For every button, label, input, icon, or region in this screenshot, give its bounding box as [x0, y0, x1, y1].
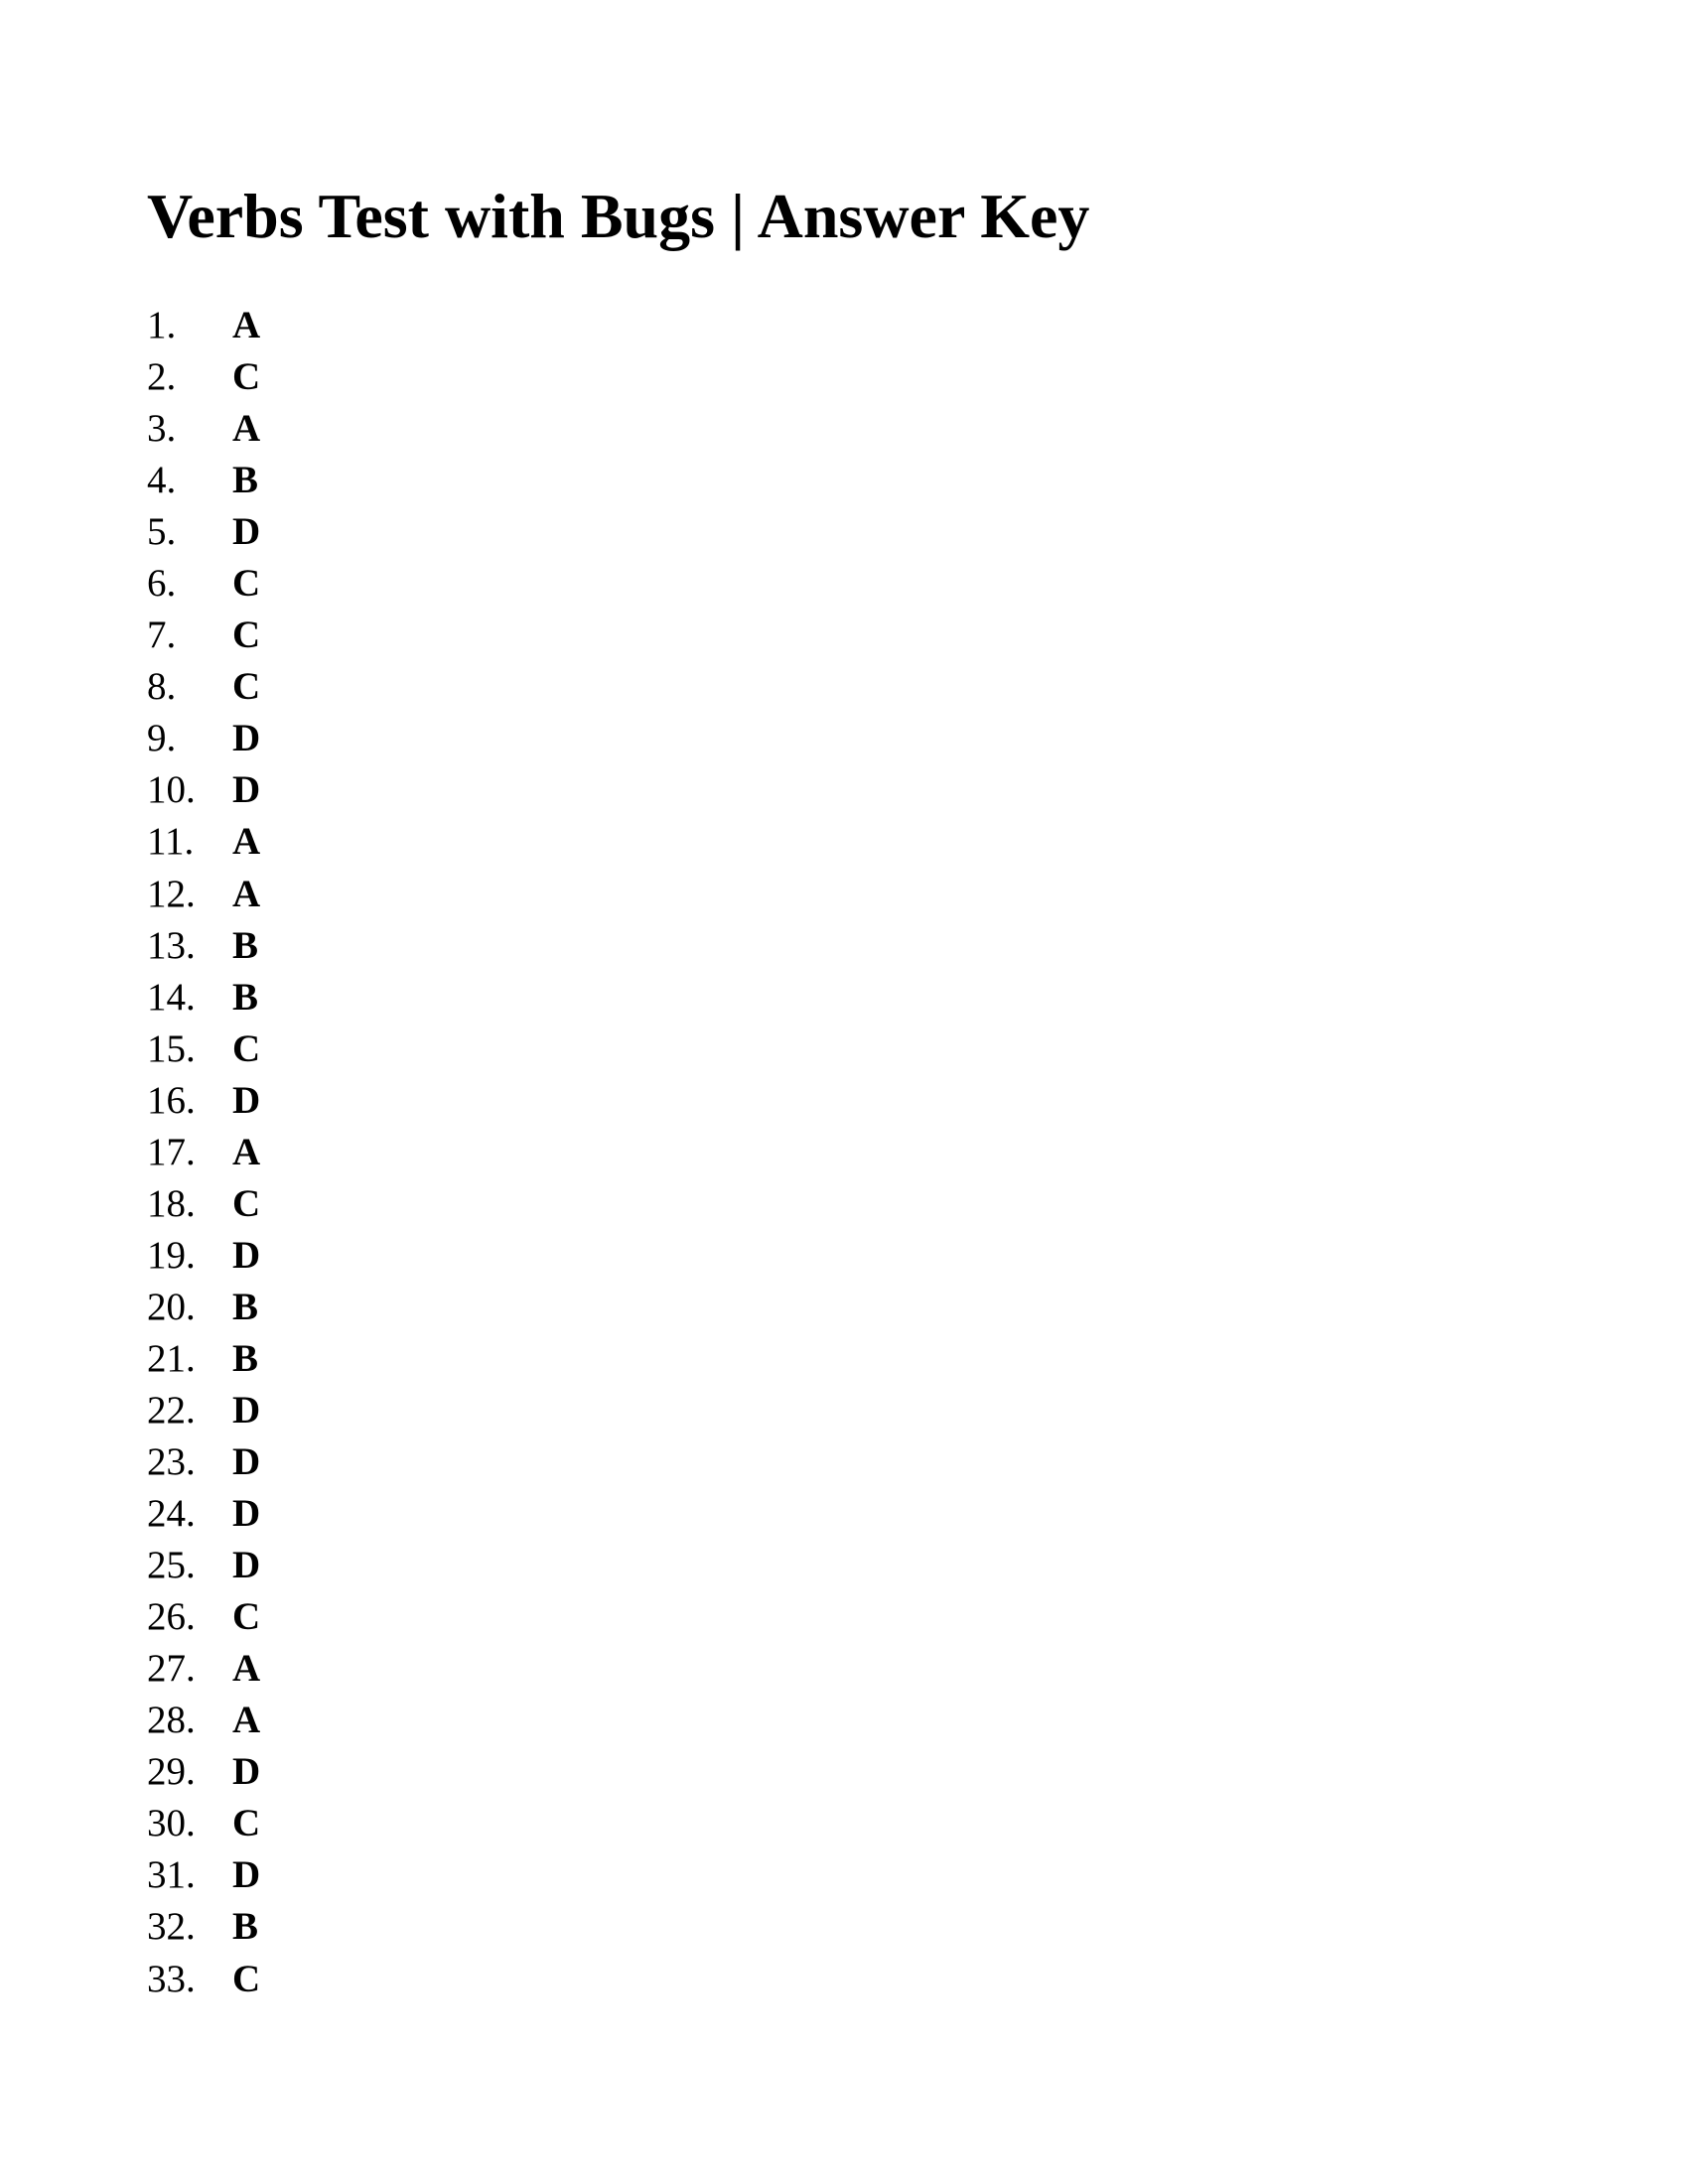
answer-row [147, 1901, 260, 1953]
answer-letter: C [232, 665, 261, 709]
question-number: 7. [147, 614, 177, 657]
answer-row [147, 1075, 260, 1127]
answer-row [147, 1540, 260, 1591]
question-number: 11. [147, 820, 195, 864]
answer-row [147, 1436, 260, 1488]
answer-row [147, 1954, 260, 2005]
answer-letter: C [232, 1026, 261, 1070]
question-number: 19. [147, 1233, 196, 1277]
answer-letter: D [232, 1750, 261, 1794]
answer-letter: D [232, 1492, 261, 1536]
question-number: 20. [147, 1285, 196, 1328]
question-number: 17. [147, 1130, 196, 1173]
answer-row [147, 816, 260, 868]
question-number: 15. [147, 1026, 196, 1070]
question-number: 28. [147, 1699, 196, 1742]
answer-row [147, 455, 260, 506]
answer-row [147, 558, 260, 610]
answer-row [147, 351, 260, 403]
answer-row [147, 1178, 260, 1230]
answer-row [147, 972, 260, 1024]
answer-list [147, 300, 260, 2005]
question-number: 3. [147, 407, 177, 451]
question-number: 5. [147, 510, 177, 554]
question-number: 30. [147, 1802, 196, 1845]
question-number: 24. [147, 1492, 196, 1536]
answer-row [147, 300, 260, 351]
answer-row [147, 1798, 260, 1849]
question-number: 29. [147, 1750, 196, 1794]
question-number: 8. [147, 665, 177, 709]
answer-row [147, 1695, 260, 1746]
answer-letter: B [232, 459, 259, 502]
answer-letter: C [232, 355, 261, 399]
page-title: Verbs Test with Bugs | Answer Key [147, 181, 1090, 251]
question-number: 25. [147, 1544, 196, 1587]
answer-letter: C [232, 614, 261, 657]
answer-letter: A [232, 1647, 261, 1691]
answer-letter: A [232, 304, 261, 347]
answer-letter: D [232, 1544, 261, 1587]
question-number: 31. [147, 1853, 196, 1897]
question-number: 33. [147, 1957, 196, 2000]
answer-letter: C [232, 1957, 261, 2000]
question-number: 26. [147, 1595, 196, 1639]
question-number: 9. [147, 717, 177, 760]
answer-letter: D [232, 1440, 261, 1484]
question-number: 22. [147, 1389, 196, 1432]
question-number: 16. [147, 1078, 196, 1122]
answer-row [147, 713, 260, 764]
question-number: 18. [147, 1181, 196, 1225]
question-number: 23. [147, 1440, 196, 1484]
answer-letter: B [232, 975, 259, 1019]
answer-letter: B [232, 1285, 259, 1328]
answer-row [147, 1024, 260, 1075]
question-number: 4. [147, 459, 177, 502]
answer-row [147, 764, 260, 816]
answer-row [147, 1746, 260, 1798]
answer-letter: B [232, 923, 259, 967]
answer-row [147, 1333, 260, 1385]
answer-letter: D [232, 1389, 261, 1432]
answer-row [147, 1385, 260, 1436]
answer-letter: C [232, 1595, 261, 1639]
answer-row [147, 403, 260, 455]
question-number: 13. [147, 923, 196, 967]
answer-row [147, 1591, 260, 1643]
answer-row [147, 869, 260, 920]
question-number: 1. [147, 304, 177, 347]
question-number: 27. [147, 1647, 196, 1691]
answer-letter: A [232, 872, 261, 915]
answer-row [147, 1643, 260, 1695]
question-number: 2. [147, 355, 177, 399]
answer-letter: D [232, 1078, 261, 1122]
answer-letter: D [232, 1853, 261, 1897]
answer-letter: C [232, 1181, 261, 1225]
question-number: 6. [147, 562, 177, 606]
answer-letter: B [232, 1905, 259, 1949]
answer-row [147, 1849, 260, 1901]
answer-letter: A [232, 1130, 261, 1173]
answer-letter: C [232, 562, 261, 606]
answer-row [147, 1127, 260, 1178]
answer-row [147, 506, 260, 558]
answer-letter: D [232, 768, 261, 812]
answer-letter: D [232, 1233, 261, 1277]
answer-row [147, 1488, 260, 1540]
answer-letter: A [232, 1699, 261, 1742]
question-number: 14. [147, 975, 196, 1019]
answer-letter: D [232, 717, 261, 760]
question-number: 12. [147, 872, 196, 915]
answer-letter: B [232, 1336, 259, 1380]
answer-letter: A [232, 820, 261, 864]
answer-row [147, 920, 260, 972]
answer-row [147, 661, 260, 713]
question-number: 32. [147, 1905, 196, 1949]
answer-letter: C [232, 1802, 261, 1845]
answer-letter: A [232, 407, 261, 451]
answer-letter: D [232, 510, 261, 554]
answer-row [147, 1282, 260, 1333]
answer-row [147, 610, 260, 661]
answer-row [147, 1230, 260, 1282]
question-number: 10. [147, 768, 196, 812]
question-number: 21. [147, 1336, 196, 1380]
